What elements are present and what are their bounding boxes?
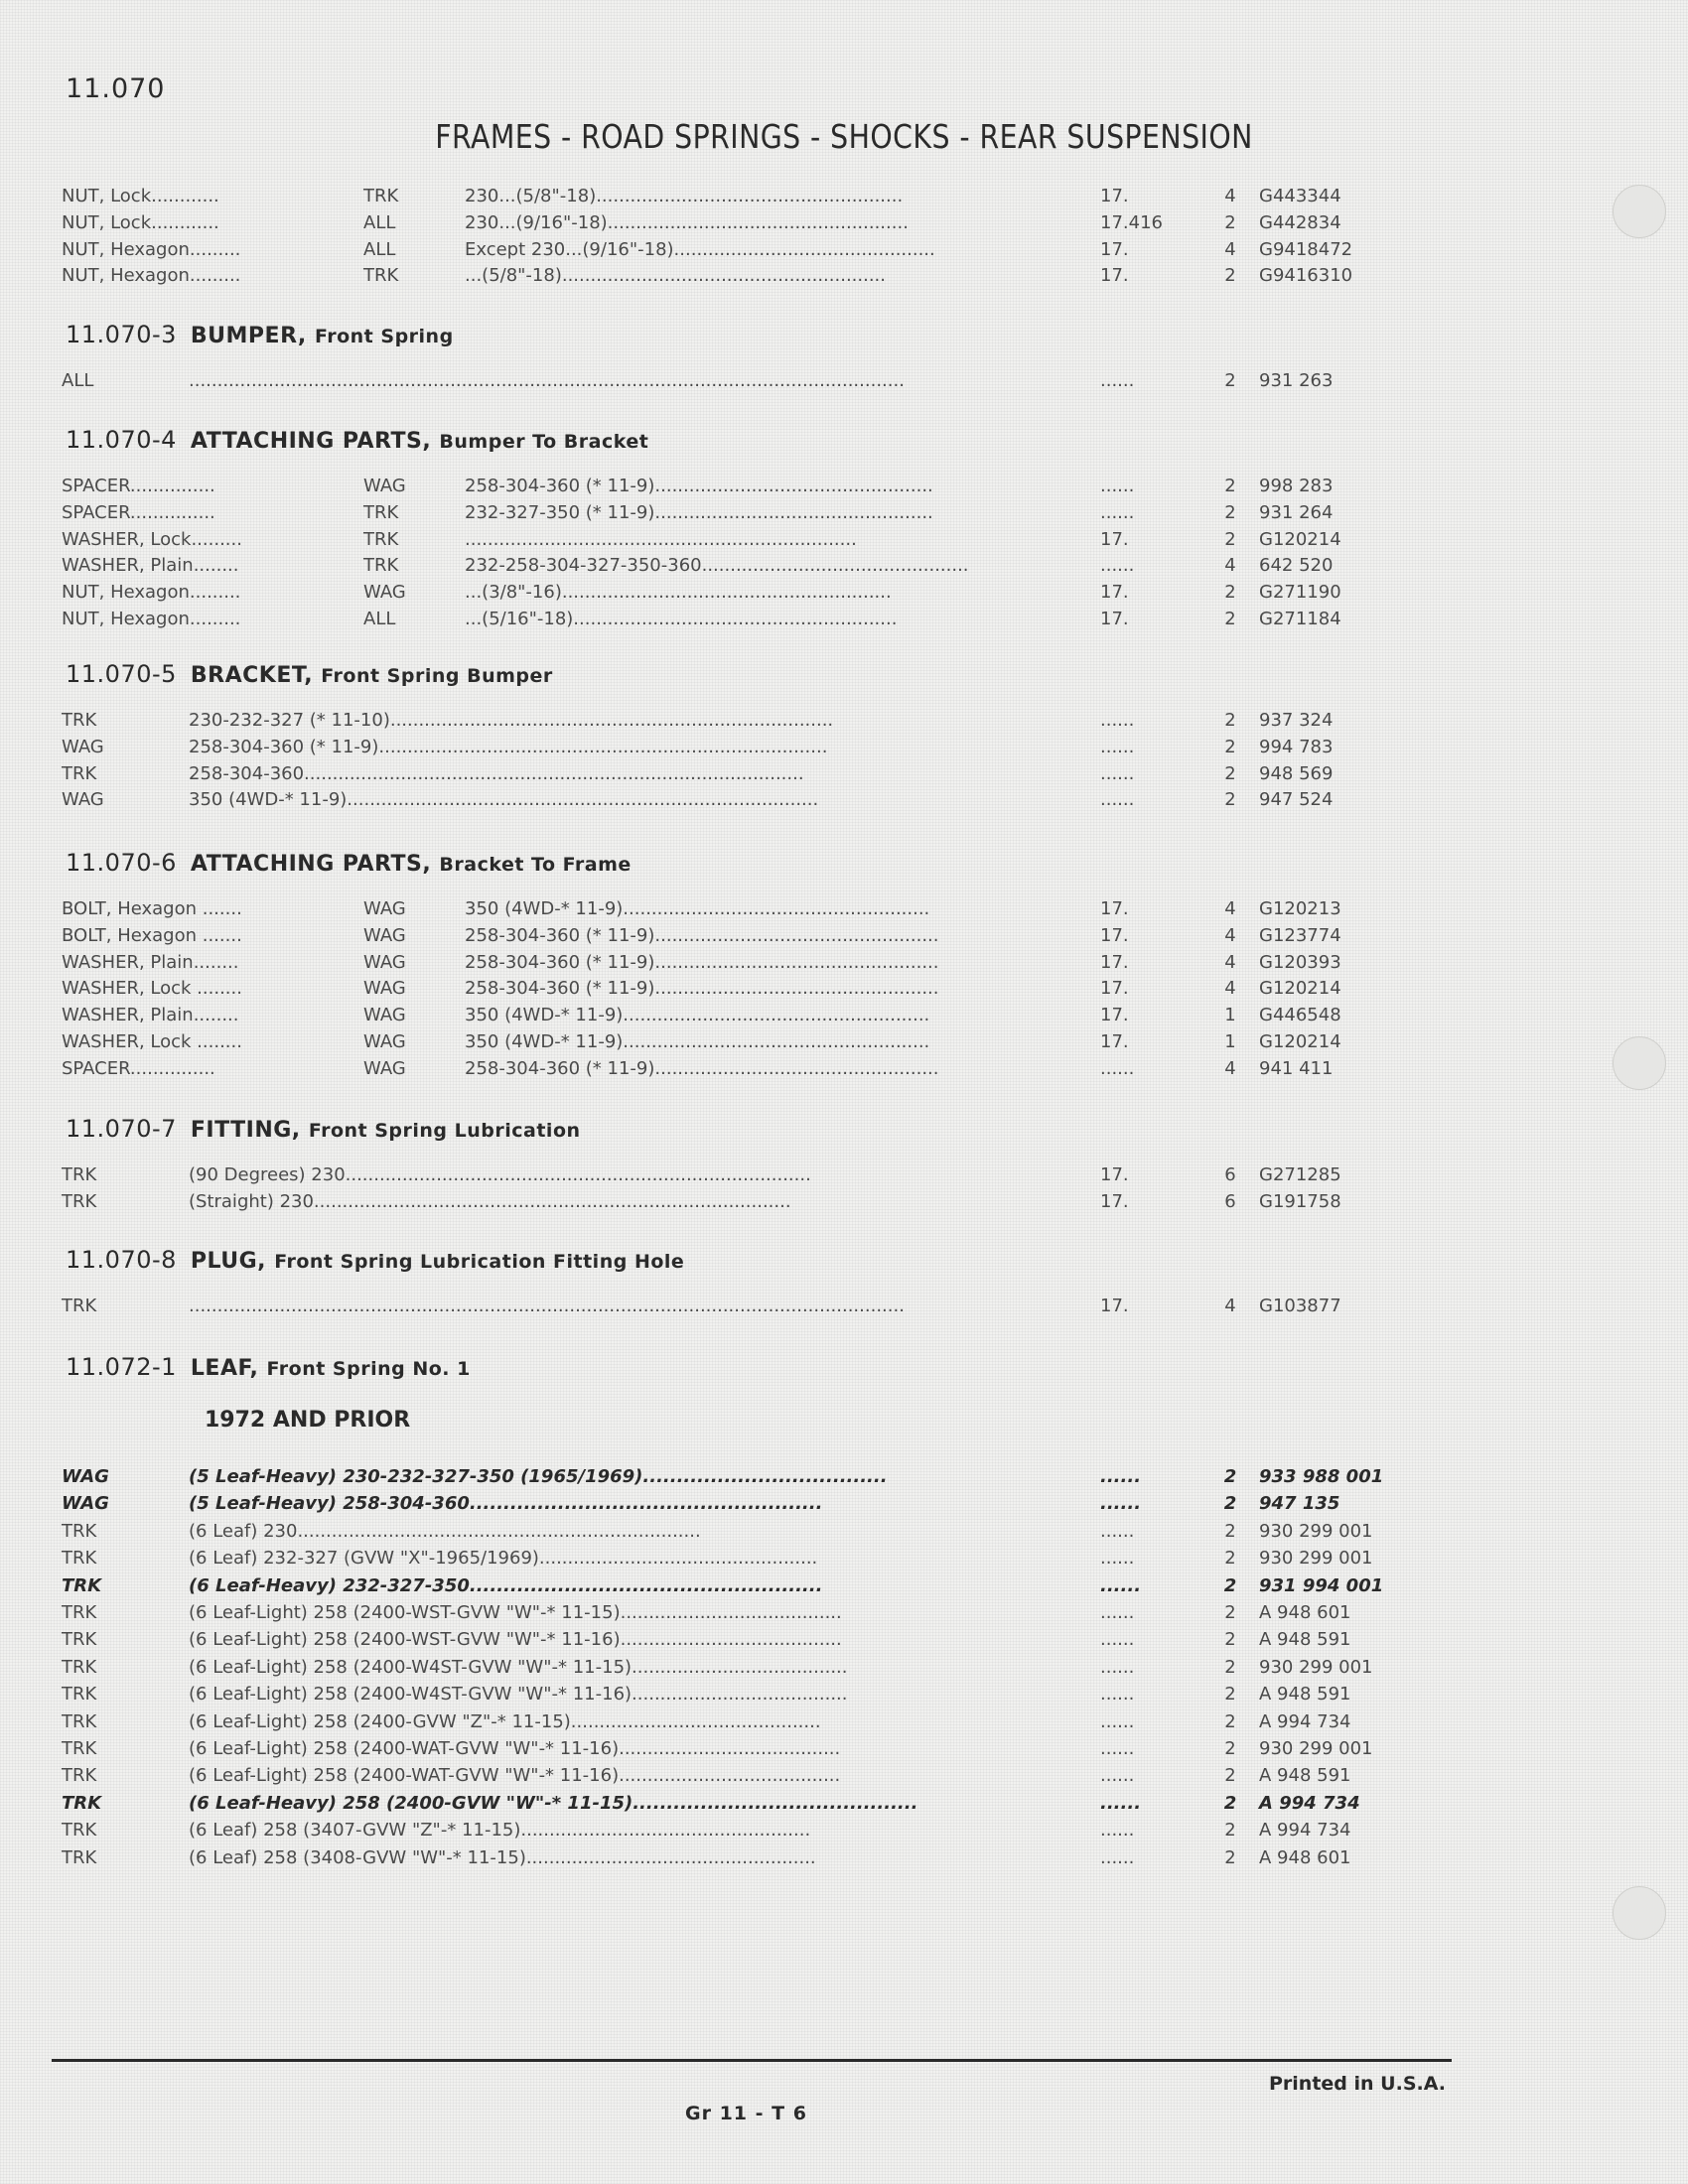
part-name: SPACER............... xyxy=(62,501,215,523)
reference-code: ...... xyxy=(1100,762,1135,784)
reference-code: ...... xyxy=(1100,1602,1135,1623)
binder-hole xyxy=(1613,1886,1666,1940)
reference-code: ...... xyxy=(1100,555,1135,577)
part-description: (6 Leaf-Light) 258 (2400-GVW "Z"-* 11-15)............................................ xyxy=(189,1710,821,1732)
model-code: TRK xyxy=(363,186,399,206)
reference-code: ...... xyxy=(1100,1057,1135,1079)
reference-code: ...... xyxy=(1100,1846,1135,1868)
part-description: (Straight) 230.................................................................................... xyxy=(189,1190,791,1212)
section-subtitle: Front Spring Lubrication Fitting Hole xyxy=(274,1251,685,1273)
quantity: 2 xyxy=(1224,1520,1236,1542)
section-number: 11.070-5 xyxy=(66,660,177,688)
model-code: WAG xyxy=(363,898,406,919)
model-code: TRK xyxy=(62,1574,102,1596)
quantity: 4 xyxy=(1224,186,1236,206)
model-code: TRK xyxy=(62,1164,97,1185)
reference-code: 17. xyxy=(1100,528,1129,550)
quantity: 4 xyxy=(1224,555,1236,577)
reference-code: 17. xyxy=(1100,265,1129,287)
part-number: A 994 734 xyxy=(1259,1710,1351,1732)
part-name: NUT, Lock............ xyxy=(62,186,219,206)
model-code: TRK xyxy=(363,528,399,550)
reference-code: 17.416 xyxy=(1100,211,1163,233)
part-number: A 948 601 xyxy=(1259,1602,1351,1623)
model-code: TRK xyxy=(62,1548,97,1570)
reference-code: 17. xyxy=(1100,951,1129,973)
part-description: (5 Leaf-Heavy) 258-304-360.................................................... xyxy=(189,1493,823,1515)
part-number: 947 524 xyxy=(1259,789,1334,811)
part-number: A 948 591 xyxy=(1259,1765,1351,1787)
model-code: TRK xyxy=(62,1656,97,1678)
part-number: G120214 xyxy=(1259,1031,1341,1052)
part-description: ..................................................................... xyxy=(465,528,857,550)
model-code: TRK xyxy=(62,1190,97,1212)
part-description: ...(5/16"-18)......................................................... xyxy=(465,609,898,629)
part-number: G120213 xyxy=(1259,898,1341,919)
part-name: BOLT, Hexagon ....... xyxy=(62,924,242,946)
binder-hole xyxy=(1613,185,1666,238)
part-number: 931 263 xyxy=(1259,370,1334,391)
part-description: 350 (4WD-* 11-9)...................................................... xyxy=(465,898,930,919)
quantity: 2 xyxy=(1224,501,1236,523)
part-name: NUT, Hexagon......... xyxy=(62,238,241,260)
reference-code: 17. xyxy=(1100,978,1129,1000)
quantity: 2 xyxy=(1224,1820,1236,1842)
model-code: TRK xyxy=(363,501,399,523)
part-number: 998 283 xyxy=(1259,476,1334,496)
section-subtitle: Front Spring Bumper xyxy=(321,665,553,687)
quantity: 2 xyxy=(1223,1792,1237,1814)
part-description: 258-304-360 (* 11-9).................................................. xyxy=(465,978,939,1000)
reference-code: ...... xyxy=(1100,1792,1142,1814)
model-code: TRK xyxy=(62,1602,97,1623)
model-code: WAG xyxy=(363,1005,406,1026)
part-number: G271184 xyxy=(1259,609,1341,629)
section-heading xyxy=(66,848,632,878)
part-name: WASHER, Plain........ xyxy=(62,951,239,973)
quantity: 2 xyxy=(1223,1493,1237,1515)
reference-code: 17. xyxy=(1100,1005,1129,1026)
part-description: 350 (4WD-* 11-9)................................................................................... xyxy=(189,789,819,811)
quantity: 2 xyxy=(1224,476,1236,496)
quantity: 6 xyxy=(1224,1190,1236,1212)
binder-hole xyxy=(1613,1036,1666,1090)
part-number: G271190 xyxy=(1259,582,1341,604)
section-number: 11.070-7 xyxy=(66,1115,177,1143)
model-code: TRK xyxy=(62,710,97,731)
part-number: A 948 591 xyxy=(1259,1684,1351,1706)
section-heading xyxy=(66,425,648,455)
quantity: 4 xyxy=(1224,978,1236,1000)
part-name: WASHER, Lock......... xyxy=(62,528,242,550)
reference-code: ...... xyxy=(1100,736,1135,757)
part-name: WASHER, Lock ........ xyxy=(62,1031,242,1052)
part-description: .............................................................................................................................. xyxy=(189,1296,905,1316)
reference-code: ...... xyxy=(1100,710,1135,731)
model-code: TRK xyxy=(62,1738,97,1759)
quantity: 4 xyxy=(1224,1296,1236,1316)
quantity: 2 xyxy=(1224,1710,1236,1732)
model-code: TRK xyxy=(62,1629,97,1651)
part-description: 232-258-304-327-350-360............................................... xyxy=(465,555,969,577)
section-number: 11.070-3 xyxy=(66,321,177,348)
part-number: G123774 xyxy=(1259,924,1341,946)
part-description: (6 Leaf) 230....................................................................... xyxy=(189,1520,701,1542)
reference-code: ...... xyxy=(1100,1684,1135,1706)
reference-code: ...... xyxy=(1100,1820,1135,1842)
model-code: WAG xyxy=(62,1466,109,1487)
part-description: (6 Leaf-Light) 258 (2400-W4ST-GVW "W"-* 11-16)...................................... xyxy=(189,1684,848,1706)
reference-code: 17. xyxy=(1100,186,1129,206)
part-number: G120214 xyxy=(1259,528,1341,550)
printed-in-label: Printed in U.S.A. xyxy=(1269,2073,1446,2095)
quantity: 2 xyxy=(1224,1765,1236,1787)
reference-code: ...... xyxy=(1100,1656,1135,1678)
model-code: TRK xyxy=(363,555,399,577)
reference-code: ...... xyxy=(1100,1765,1135,1787)
quantity: 2 xyxy=(1224,370,1236,391)
part-description: (6 Leaf-Light) 258 (2400-WAT-GVW "W"-* 11-16)....................................... xyxy=(189,1765,841,1787)
model-code: TRK xyxy=(62,1765,97,1787)
section-name: LEAF, xyxy=(190,1356,259,1381)
part-number: G443344 xyxy=(1259,186,1341,206)
part-number: 941 411 xyxy=(1259,1057,1334,1079)
part-number: A 948 601 xyxy=(1259,1846,1351,1868)
model-code: WAG xyxy=(363,978,406,1000)
page-code: Gr 11 - T 6 xyxy=(685,2103,807,2124)
quantity: 2 xyxy=(1224,582,1236,604)
quantity: 2 xyxy=(1224,1684,1236,1706)
reference-code: ...... xyxy=(1100,476,1135,496)
model-code: ALL xyxy=(363,238,396,260)
reference-code: 17. xyxy=(1100,1164,1129,1185)
quantity: 2 xyxy=(1224,1738,1236,1759)
part-description: 258-304-360........................................................................................ xyxy=(189,762,804,784)
section-name: ATTACHING PARTS, xyxy=(190,429,432,454)
quantity: 2 xyxy=(1224,211,1236,233)
page-number: 11.070 xyxy=(66,73,166,104)
part-number: 930 299 001 xyxy=(1259,1520,1373,1542)
section-name: PLUG, xyxy=(190,1249,267,1274)
part-number: 994 783 xyxy=(1259,736,1334,757)
part-description: (6 Leaf-Heavy) 258 (2400-GVW "W"-* 11-15).......................................... xyxy=(189,1792,918,1814)
reference-code: ...... xyxy=(1100,370,1135,391)
part-number: G9418472 xyxy=(1259,238,1353,260)
reference-code: 17. xyxy=(1100,924,1129,946)
section-heading xyxy=(66,659,553,689)
part-description: (6 Leaf) 258 (3407-GVW "Z"-* 11-15)................................................... xyxy=(189,1820,811,1842)
part-number: G120393 xyxy=(1259,951,1341,973)
quantity: 2 xyxy=(1224,1629,1236,1651)
model-code: TRK xyxy=(363,265,399,287)
model-code: TRK xyxy=(62,1684,97,1706)
part-description: (6 Leaf-Heavy) 232-327-350.................................................... xyxy=(189,1574,823,1596)
reference-code: ...... xyxy=(1100,1574,1142,1596)
page-title: FRAMES - ROAD SPRINGS - SHOCKS - REAR SUSPENSION xyxy=(435,117,1253,156)
part-number: G446548 xyxy=(1259,1005,1341,1026)
model-code: WAG xyxy=(363,951,406,973)
quantity: 2 xyxy=(1223,1574,1237,1596)
section-number: 11.072-1 xyxy=(66,1353,177,1381)
model-code: WAG xyxy=(363,924,406,946)
model-code: TRK xyxy=(62,1296,97,1316)
quantity: 2 xyxy=(1224,736,1236,757)
quantity: 1 xyxy=(1224,1005,1236,1026)
part-description: 258-304-360 (* 11-9).................................................. xyxy=(465,1057,939,1079)
footer-rule xyxy=(52,2059,1452,2062)
part-name: NUT, Hexagon......... xyxy=(62,609,241,629)
model-code: WAG xyxy=(363,476,406,496)
part-description: 232-327-350 (* 11-9)................................................. xyxy=(465,501,933,523)
reference-code: 17. xyxy=(1100,1190,1129,1212)
reference-code: ...... xyxy=(1100,1493,1142,1515)
part-description: 258-304-360 (* 11-9)............................................................................... xyxy=(189,736,828,757)
part-number: G9416310 xyxy=(1259,265,1353,287)
quantity: 2 xyxy=(1224,1656,1236,1678)
part-description: Except 230...(9/16"-18).............................................. xyxy=(465,238,935,260)
quantity: 2 xyxy=(1224,1602,1236,1623)
part-name: WASHER, Lock ........ xyxy=(62,978,242,1000)
quantity: 2 xyxy=(1224,789,1236,811)
quantity: 2 xyxy=(1224,762,1236,784)
reference-code: 17. xyxy=(1100,1031,1129,1052)
reference-code: ...... xyxy=(1100,501,1135,523)
quantity: 2 xyxy=(1224,1846,1236,1868)
part-name: WASHER, Plain........ xyxy=(62,1005,239,1026)
reference-code: 17. xyxy=(1100,238,1129,260)
part-name: NUT, Hexagon......... xyxy=(62,265,241,287)
part-description: 350 (4WD-* 11-9)...................................................... xyxy=(465,1005,930,1026)
section-heading xyxy=(66,1245,684,1275)
model-code: TRK xyxy=(62,1710,97,1732)
part-number: A 994 734 xyxy=(1259,1820,1351,1842)
section-name: FITTING, xyxy=(190,1118,301,1143)
reference-code: 17. xyxy=(1100,609,1129,629)
part-number: 930 299 001 xyxy=(1259,1738,1373,1759)
model-code: WAG xyxy=(62,789,104,811)
part-description: 258-304-360 (* 11-9).................................................. xyxy=(465,951,939,973)
section-subtitle: Front Spring Lubrication xyxy=(308,1120,581,1142)
part-description: ...(3/8"-16).......................................................... xyxy=(465,582,892,604)
model-code: TRK xyxy=(62,1520,97,1542)
model-code: WAG xyxy=(62,736,104,757)
reference-code: 17. xyxy=(1100,582,1129,604)
quantity: 4 xyxy=(1224,1057,1236,1079)
quantity: 6 xyxy=(1224,1164,1236,1185)
section-subtitle: Front Spring xyxy=(314,326,454,347)
part-description: 258-304-360 (* 11-9).................................................. xyxy=(465,924,939,946)
quantity: 2 xyxy=(1223,1466,1237,1487)
section-heading xyxy=(66,1352,471,1382)
part-description: (6 Leaf) 258 (3408-GVW "W"-* 11-15)................................................... xyxy=(189,1846,816,1868)
part-number: G103877 xyxy=(1259,1296,1341,1316)
part-number: G191758 xyxy=(1259,1190,1341,1212)
model-code: TRK xyxy=(62,1846,97,1868)
part-description: (6 Leaf-Light) 258 (2400-WST-GVW "W"-* 11-15)....................................... xyxy=(189,1602,842,1623)
part-number: 931 994 001 xyxy=(1259,1574,1384,1596)
quantity: 1 xyxy=(1224,1031,1236,1052)
section-heading xyxy=(66,1114,581,1144)
part-name: SPACER............... xyxy=(62,476,215,496)
model-code: WAG xyxy=(62,1493,109,1515)
quantity: 2 xyxy=(1224,609,1236,629)
section-number: 11.070-6 xyxy=(66,849,177,877)
section-name: BRACKET, xyxy=(190,663,314,688)
part-description: (6 Leaf-Light) 258 (2400-W4ST-GVW "W"-* 11-15)...................................... xyxy=(189,1656,848,1678)
part-name: SPACER............... xyxy=(62,1057,215,1079)
quantity: 2 xyxy=(1224,528,1236,550)
part-description: ...(5/8"-18)......................................................... xyxy=(465,265,886,287)
section-heading xyxy=(66,320,454,349)
section-name: ATTACHING PARTS, xyxy=(190,852,432,877)
section-number: 11.070-8 xyxy=(66,1246,177,1274)
section-name: BUMPER, xyxy=(190,324,307,348)
part-description: (5 Leaf-Heavy) 230-232-327-350 (1965/1969).................................... xyxy=(189,1466,888,1487)
part-name: NUT, Hexagon......... xyxy=(62,582,241,604)
model-code: TRK xyxy=(62,1820,97,1842)
part-number: G442834 xyxy=(1259,211,1341,233)
part-description: (6 Leaf-Light) 258 (2400-WAT-GVW "W"-* 11-16)....................................... xyxy=(189,1738,841,1759)
model-code: WAG xyxy=(363,582,406,604)
quantity: 4 xyxy=(1224,951,1236,973)
reference-code: ...... xyxy=(1100,1738,1135,1759)
part-number: 930 299 001 xyxy=(1259,1656,1373,1678)
reference-code: 17. xyxy=(1100,898,1129,919)
part-description: (6 Leaf) 232-327 (GVW "X"-1965/1969)................................................. xyxy=(189,1548,818,1570)
reference-code: 17. xyxy=(1100,1296,1129,1316)
quantity: 2 xyxy=(1224,1548,1236,1570)
section-subtitle: Front Spring No. 1 xyxy=(266,1358,471,1380)
part-number: G271285 xyxy=(1259,1164,1341,1185)
part-number: 947 135 xyxy=(1259,1493,1340,1515)
reference-code: ...... xyxy=(1100,1629,1135,1651)
model-code: TRK xyxy=(62,1792,102,1814)
part-description: 258-304-360 (* 11-9)................................................. xyxy=(465,476,933,496)
part-description: 350 (4WD-* 11-9)...................................................... xyxy=(465,1031,930,1052)
model-code: ALL xyxy=(62,370,94,391)
part-description: .............................................................................................................................. xyxy=(189,370,905,391)
section-subtitle: Bracket To Frame xyxy=(439,854,632,876)
reference-code: ...... xyxy=(1100,1548,1135,1570)
part-name: WASHER, Plain........ xyxy=(62,555,239,577)
part-number: 930 299 001 xyxy=(1259,1548,1373,1570)
part-description: 230...(5/8"-18)...................................................... xyxy=(465,186,904,206)
part-number: 933 988 001 xyxy=(1259,1466,1384,1487)
part-name: BOLT, Hexagon ....... xyxy=(62,898,242,919)
quantity: 2 xyxy=(1224,265,1236,287)
part-number: 642 520 xyxy=(1259,555,1334,577)
section-subtitle: Bumper To Bracket xyxy=(439,431,649,453)
part-number: 948 569 xyxy=(1259,762,1334,784)
part-number: 937 324 xyxy=(1259,710,1334,731)
part-description: (90 Degrees) 230.................................................................................. xyxy=(189,1164,811,1185)
part-number: A 948 591 xyxy=(1259,1629,1351,1651)
model-code: TRK xyxy=(62,762,97,784)
reference-code: ...... xyxy=(1100,1520,1135,1542)
part-description: (6 Leaf-Light) 258 (2400-WST-GVW "W"-* 11-16)....................................... xyxy=(189,1629,842,1651)
reference-code: ...... xyxy=(1100,789,1135,811)
model-code: ALL xyxy=(363,211,396,233)
model-code: WAG xyxy=(363,1031,406,1052)
reference-code: ...... xyxy=(1100,1466,1142,1487)
quantity: 4 xyxy=(1224,924,1236,946)
part-number: G120214 xyxy=(1259,978,1341,1000)
model-code: ALL xyxy=(363,609,396,629)
part-number: 931 264 xyxy=(1259,501,1334,523)
part-description: 230-232-327 (* 11-10).............................................................................. xyxy=(189,710,834,731)
part-description: 230...(9/16"-18)..................................................... xyxy=(465,211,909,233)
part-name: NUT, Lock............ xyxy=(62,211,219,233)
section-number: 11.070-4 xyxy=(66,426,177,454)
year-subheading: 1972 AND PRIOR xyxy=(205,1408,411,1433)
quantity: 2 xyxy=(1224,710,1236,731)
quantity: 4 xyxy=(1224,238,1236,260)
quantity: 4 xyxy=(1224,898,1236,919)
model-code: WAG xyxy=(363,1057,406,1079)
reference-code: ...... xyxy=(1100,1710,1135,1732)
part-number: A 994 734 xyxy=(1259,1792,1360,1814)
